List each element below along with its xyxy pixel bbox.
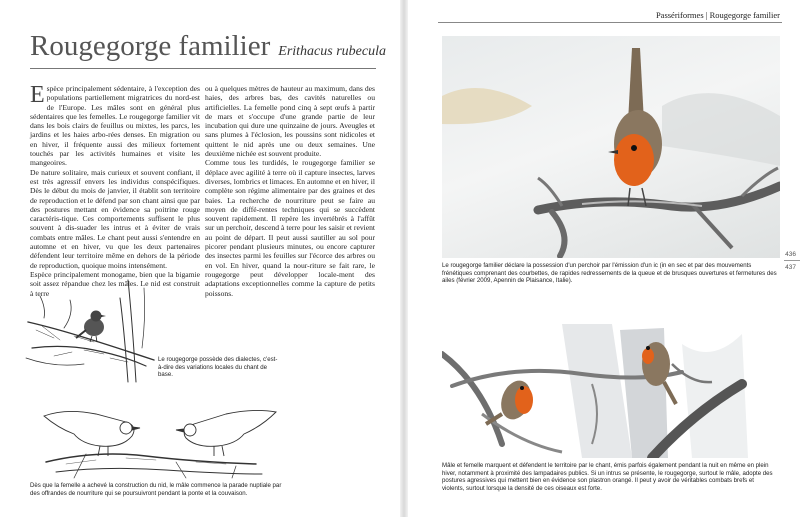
drop-cap: E	[30, 82, 45, 108]
running-head: Passériformes | Rougegorge familier	[655, 10, 780, 20]
robin-sketch-perched	[24, 278, 164, 386]
sketched-robin-left	[44, 411, 140, 456]
painting-robin-on-branch	[442, 36, 780, 258]
caption-sketch-courtship: Dès que la femelle a achevé la construction du nid, le mâle commence la parade nuptiale par des offrandes de nourriture qui se poursuivront pendant la ponte et la couvaison.	[30, 482, 282, 497]
title-rule	[30, 68, 376, 69]
paragraph-4: ou à quelques mètres de hauteur au maximum, dans des haies, des arbres bas, des cavités naturelles ou artificielles. La femelle pond cinq à sept œufs à partir de mars et s'occupe d'une grande partie de leur incubation qui dure une quinzaine de jours. Aveugles et sans plumes à l'éclosion, les poussins sont nidicoles et quittent le nid après une ou deux semaines. Une deuxième nichée est souvent produite.	[205, 84, 375, 159]
paragraph-1: Espèce principalement sédentaire, à l'exception des populations partiellement migratrices du nord-est de l'Europe. Les mâles sont en général plus sédentaires que les femelles. Le rougegorge familier vit dans les bois clairs de feuillus ou mixtes, les parcs, les jardins et les haies arbo-rées denses. En migration ou en hiver, il fréquente aussi des milieux fortement touchés par les activités humaines et visite les mangeoires.	[30, 82, 200, 168]
caption-sketch-dialects: Le rougegorge possède des dialectes, c'est-à-dire des variations locales du chant de base.	[158, 356, 278, 379]
book-gutter	[400, 0, 408, 517]
sketched-robin	[76, 311, 106, 343]
paragraph-2: De nature solitaire, mais curieux et souvent confiant, il est très agressif envers les individus conspécifiques. Dès le début du mois de janvier, il établit son territoire de reproduction et le défend par son chant ainsi que par des postures mettant en évidence sa poitrine rouge caractéris-tique. Ces comportements suffisent le plus souvent à dis-suader les intrus et à éviter de vrais combats entre mâles. Le chant peut aussi s'entendre en automne et en hiver, vu que les deux partenaires défendent leur territoire même en dehors de la période de reproduction, quoique moins intensément.	[30, 167, 200, 270]
painting-two-robins-art	[442, 324, 752, 458]
species-title	[30, 30, 386, 63]
page-number-rule	[784, 260, 800, 261]
caption-painting-territory: Mâle et femelle marquent et défendent le territoire par le chant, émis parfois également pendant la nuit en même en plein hiver, notamment à proximité des lampadaires publics. Si un intrus se présente, le rougegorge, surtout le mâle, adopte des postures agressives qui mettent bien en évidence son plastron orangé. Il peut y avoir de véritables combats brefs et violents, surtout lorsque la densité de ces oiseaux est forte.	[442, 462, 773, 492]
painting-two-robins	[442, 324, 752, 458]
painted-robin	[608, 48, 662, 206]
text-column-2	[205, 84, 375, 298]
right-page	[408, 0, 808, 517]
page-number-left: 436	[785, 251, 796, 258]
scientific-name: Erithacus rubecula	[278, 44, 386, 59]
text-column-1	[30, 84, 200, 298]
robin-sketch-courtship	[26, 404, 290, 480]
page-number-right: 437	[785, 264, 796, 271]
sketched-robin-right	[176, 410, 276, 456]
paragraph-5: Comme tous les turdidés, le rougegorge familier se déplace avec agilité à terre où il capture insectes, larves diverses, lombrics et limaces. En automne et en hiver, il complète son régime alimentaire par des graines et des baies. La recherche de nourriture peut se faire au moyen de diffé-rentes techniques qui se succèdent souvent rapidement. Il repère les invertébrés à l'affût sur un perchoir, descend à terre pour les saisir et revient au point de départ. Il peut aussi sautiller au sol pour picorer pendant plusieurs minutes, ou encore capturer des insectes parmi les feuilles sur l'écorce des arbres ou en vol. En hiver, quand la nour-riture se fait rare, le rougegorge peut développer locale-ment des adaptations exceptionnelles comme la capture de petits poissons.	[205, 158, 375, 298]
left-page	[0, 0, 400, 517]
painting-robin-branch-art	[442, 36, 780, 258]
running-head-rule	[438, 22, 782, 23]
species-common-name: Rougegorge familier	[30, 30, 271, 62]
caption-painting-perch: Le rougegorge familier déclare la possession d'un perchoir par l'émission d'un ic (in en sec et par des mouvements frénétiques comprenant des courbettes, de rapides redressements de la queue et de brusques ouvertures et fermetures des ailes (février 2009, Apennin de Plaisance, Italie).	[442, 262, 777, 285]
paragraph-3: Espèce principalement monogame, bien que la bigamie soit assez répandue chez les mâles. Le nid est construit à terre	[30, 269, 200, 298]
